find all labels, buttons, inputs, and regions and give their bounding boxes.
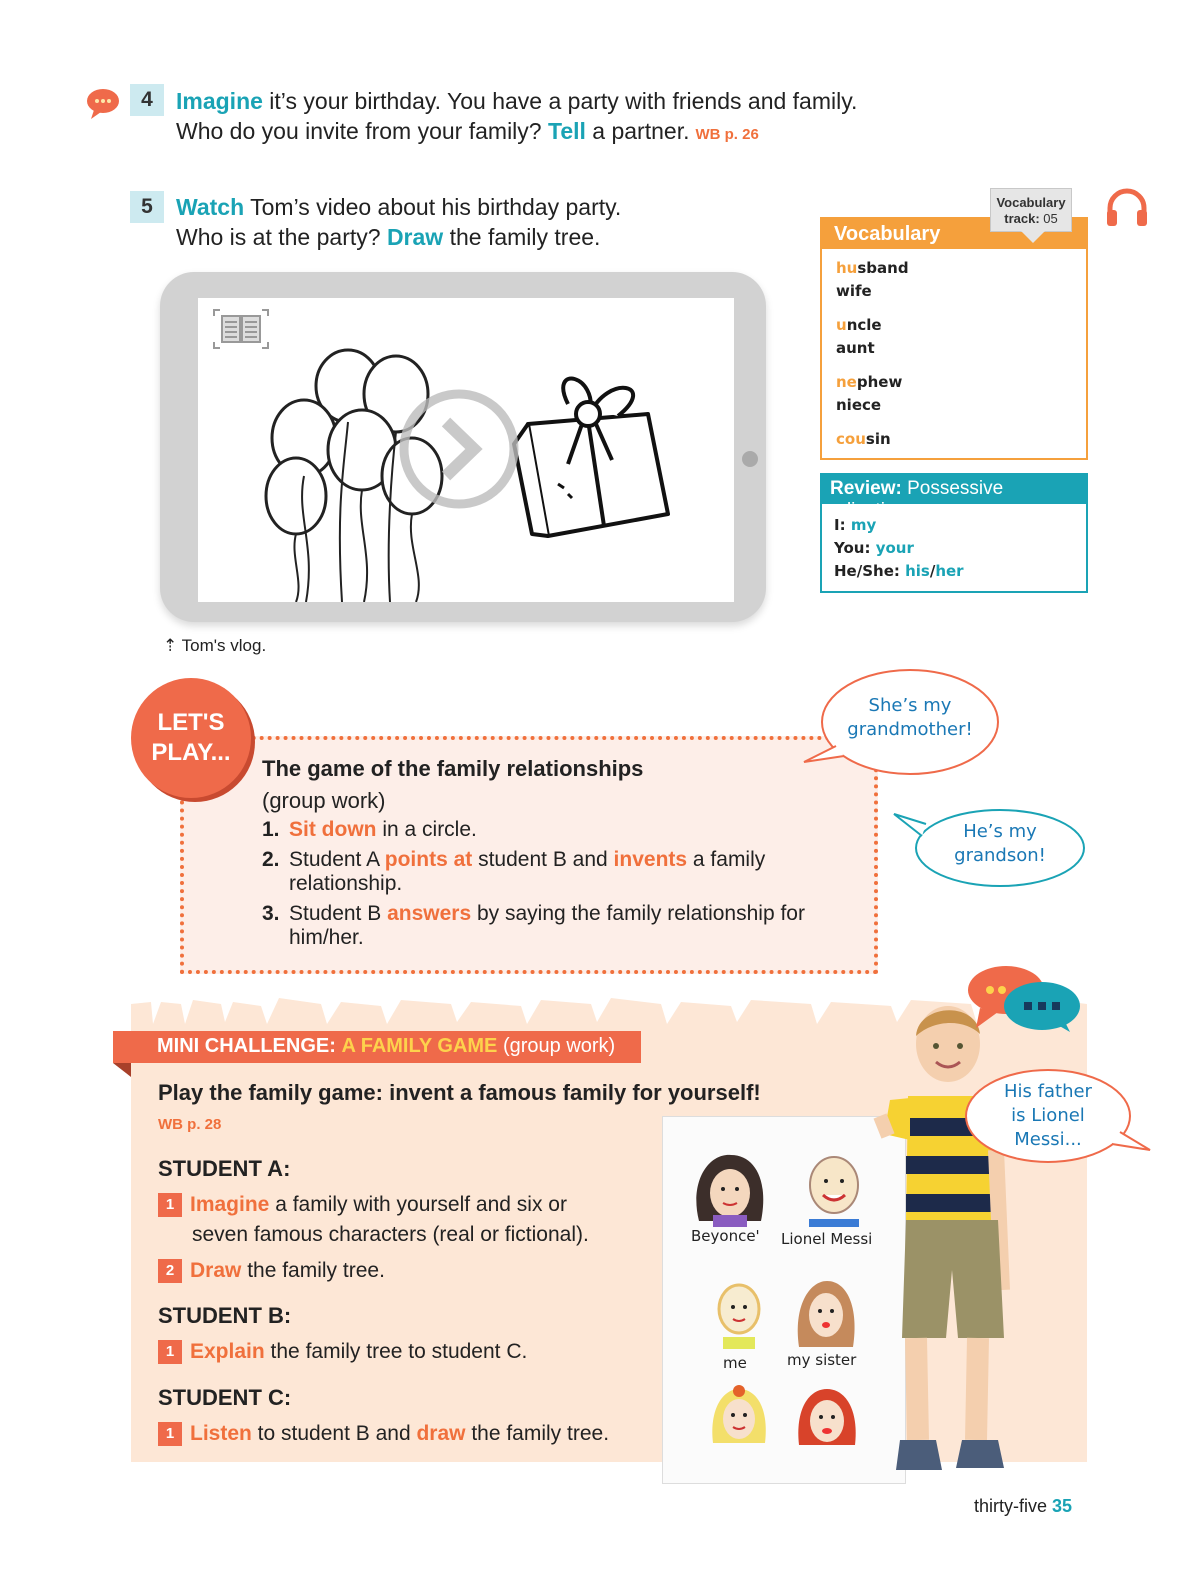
speech-bubble-icon: [86, 88, 120, 120]
vocab-word-wife: wife: [836, 282, 872, 300]
bubble-text-grandmother: She’s my grandmother!: [847, 695, 973, 740]
review-box: [820, 473, 1088, 593]
page-footer: [974, 1496, 1072, 1517]
face-drawing-lionel-messi: [799, 1149, 869, 1229]
verb-tell: Tell: [547, 118, 586, 144]
chat-bubbles-icon: [966, 964, 1084, 1034]
book-icon[interactable]: [212, 308, 270, 350]
lets-play-badge: LET'S PLAY...: [131, 678, 251, 798]
poster-label-beyonce: Beyonce': [691, 1227, 760, 1245]
verb-watch: Watch: [176, 194, 245, 220]
video-screen[interactable]: [198, 298, 734, 602]
poster-label-my-sister: my sister: [787, 1351, 857, 1369]
page-number-word: thirty-five: [974, 1496, 1048, 1516]
workbook-ref: WB p. 26: [695, 126, 759, 143]
bubble-text-grandson: He’s my grandson!: [954, 821, 1046, 866]
vocab-word-niece: niece: [836, 396, 882, 414]
student-c-heading: STUDENT C:: [158, 1385, 292, 1410]
face-drawing-my-sister: [791, 1277, 861, 1353]
workbook-ref: WB p. 28: [158, 1116, 222, 1133]
header-fold: [113, 1063, 131, 1077]
student-a-step-2: 2 Draw the family tree.: [158, 1256, 658, 1286]
page-number: 35: [1052, 1496, 1073, 1516]
arrow-up-icon: ⇡: [163, 636, 178, 655]
vocab-word-cousin: cousin: [836, 430, 891, 448]
student-b-heading: STUDENT B:: [158, 1303, 292, 1328]
student-a-heading: STUDENT A:: [158, 1156, 291, 1181]
video-tablet[interactable]: [160, 272, 766, 622]
play-icon[interactable]: [398, 388, 520, 510]
face-drawing-beyonce: [689, 1151, 769, 1229]
list-item: 2. Student A points at student B and invents a family relationship.: [262, 848, 766, 895]
student-a-step-1: 1 Imagine a family with yourself and six or seven famous characters (real or fictional).: [158, 1190, 658, 1250]
review-header: Review: Possessive adjectives: [822, 475, 1086, 504]
vocab-word-nephew: nephew: [836, 373, 903, 391]
vocabulary-box: [820, 217, 1088, 460]
tablet-home-button: [742, 451, 758, 467]
headphones-icon[interactable]: [1105, 186, 1149, 228]
vocabulary-header: Vocabulary: [822, 219, 1086, 249]
gift-illustration: [508, 364, 676, 544]
face-drawing-grandfather: [793, 1385, 861, 1451]
video-caption: ⇡ Tom's vlog.: [163, 636, 267, 655]
mini-challenge-header: MINI CHALLENGE: A FAMILY GAME (group work): [113, 1031, 641, 1063]
review-row: He/She: his/her: [834, 562, 964, 580]
verb-draw: Draw: [386, 224, 444, 250]
exercise-5-text: Watch Tom’s video about his birthday party. Who is at the party? Draw the family tree.: [176, 194, 622, 250]
student-c-step-1: 1 Listen to student B and draw the family tree.: [158, 1419, 658, 1449]
review-row: I: my: [834, 516, 877, 534]
mini-challenge-instruction: Play the family game: invent a famous family for yourself!: [158, 1080, 761, 1105]
bubble-text-his-father: His father is Lionel Messi...: [1004, 1081, 1092, 1150]
vocab-word-husband: husband: [836, 259, 909, 277]
review-row: You: your: [834, 539, 914, 557]
list-item: 3. Student B answers by saying the family relationship for him/her.: [262, 902, 805, 949]
vocabulary-track-tag[interactable]: Vocabulary track: 05: [990, 188, 1072, 232]
lets-play-steps: [262, 818, 862, 956]
exercise-5-number: 5: [130, 191, 164, 223]
vocab-word-aunt: aunt: [836, 339, 875, 357]
poster-label-me: me: [723, 1354, 747, 1372]
face-drawing-me: [709, 1275, 769, 1355]
student-b-step-1: 1 Explain the family tree to student C.: [158, 1337, 658, 1367]
lets-play-title: The game of the family relationships: [262, 756, 644, 781]
exercise-4-number: 4: [130, 84, 164, 116]
poster-label-lionel-messi: Lionel Messi: [781, 1230, 873, 1248]
review-list: [822, 504, 1086, 593]
vocabulary-list: [822, 249, 1086, 459]
exercise-4-text: Imagine it’s your birthday. You have a party with friends and family. Who do you invite from your family? Tell a partner. WB p. 26: [176, 88, 858, 144]
list-item: 1. Sit down in a circle.: [262, 818, 477, 841]
lets-play-subtitle: (group work): [262, 788, 386, 813]
verb-imagine: Imagine: [176, 88, 263, 114]
face-drawing-grandmother: [707, 1385, 771, 1449]
vocab-word-uncle: uncle: [836, 316, 882, 334]
